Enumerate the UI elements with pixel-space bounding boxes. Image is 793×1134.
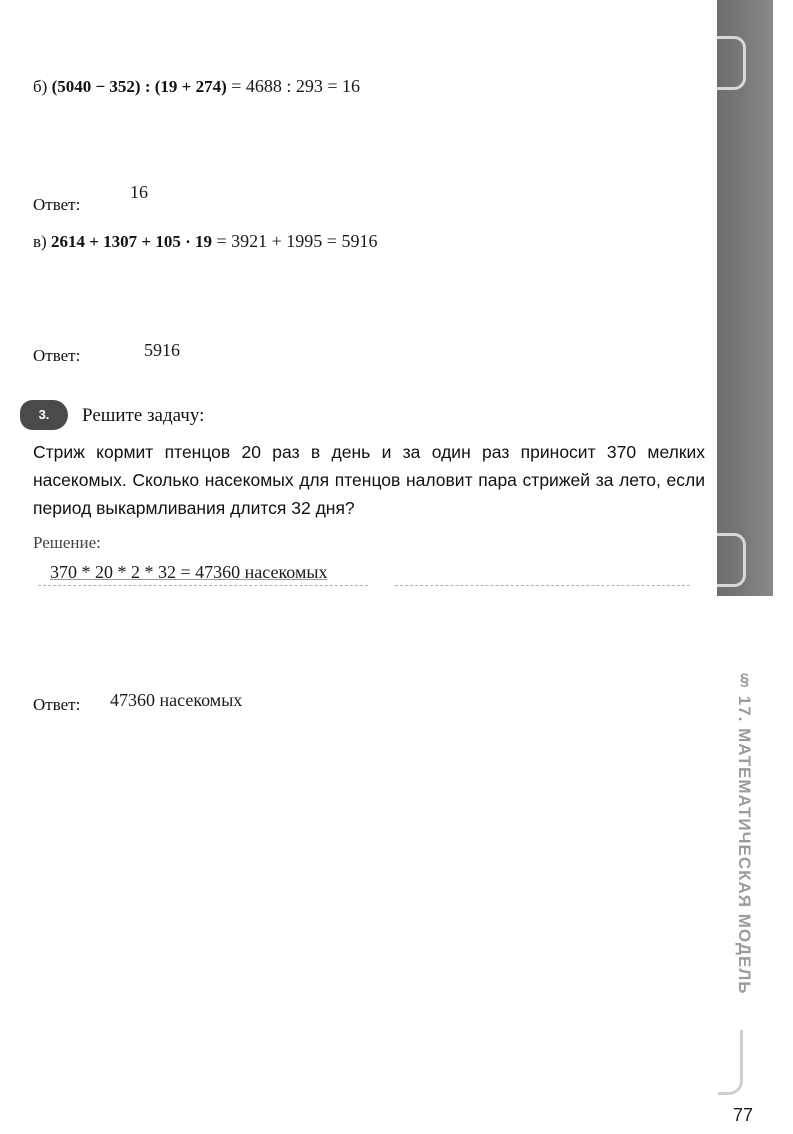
part-v-answer: 5916 xyxy=(144,340,180,360)
solution-text: 370 * 20 * 2 * 32 = 47360 насекомых xyxy=(50,562,328,582)
part-v-solution: = 3921 + 1995 = 5916 xyxy=(212,231,378,251)
task-answer-label: Ответ: xyxy=(33,695,81,714)
part-b-solution: = 4688 : 293 = 16 xyxy=(226,76,361,96)
part-b-prefix: б) xyxy=(33,77,52,96)
writing-line xyxy=(395,585,690,587)
page-number: 77 xyxy=(733,1105,754,1125)
writing-line xyxy=(38,585,368,587)
part-v-prefix: в) xyxy=(33,232,51,251)
margin-tab xyxy=(717,36,746,90)
part-v-line xyxy=(33,231,377,252)
part-b-answer-label: Ответ: xyxy=(33,195,81,214)
task-answer: 47360 насекомых xyxy=(110,690,243,710)
solution-label: Решение: xyxy=(33,533,101,552)
part-v-answer-label: Ответ: xyxy=(33,346,81,365)
task-number-badge: 3. xyxy=(20,400,68,430)
section-heading: § 17. МАТЕМАТИЧЕСКАЯ МОДЕЛЬ xyxy=(735,670,754,995)
margin-tab xyxy=(717,533,746,587)
task-text: Стриж кормит птенцов 20 раз в день и за один раз приносит 370 мелких насекомых. Сколько насекомых для птенцов наловит пара стрижей за лето, если период выкармливания длится 32 дня? xyxy=(33,442,705,518)
part-b-expression: (5040 − 352) : (19 + 274) xyxy=(51,77,227,96)
part-b-line xyxy=(33,76,360,97)
bottom-margin-tab xyxy=(718,1030,743,1095)
part-b-answer: 16 xyxy=(130,182,148,202)
task-title: Решите задачу: xyxy=(82,405,205,426)
part-v-expression: 2614 + 1307 + 105 · 19 xyxy=(50,232,212,251)
